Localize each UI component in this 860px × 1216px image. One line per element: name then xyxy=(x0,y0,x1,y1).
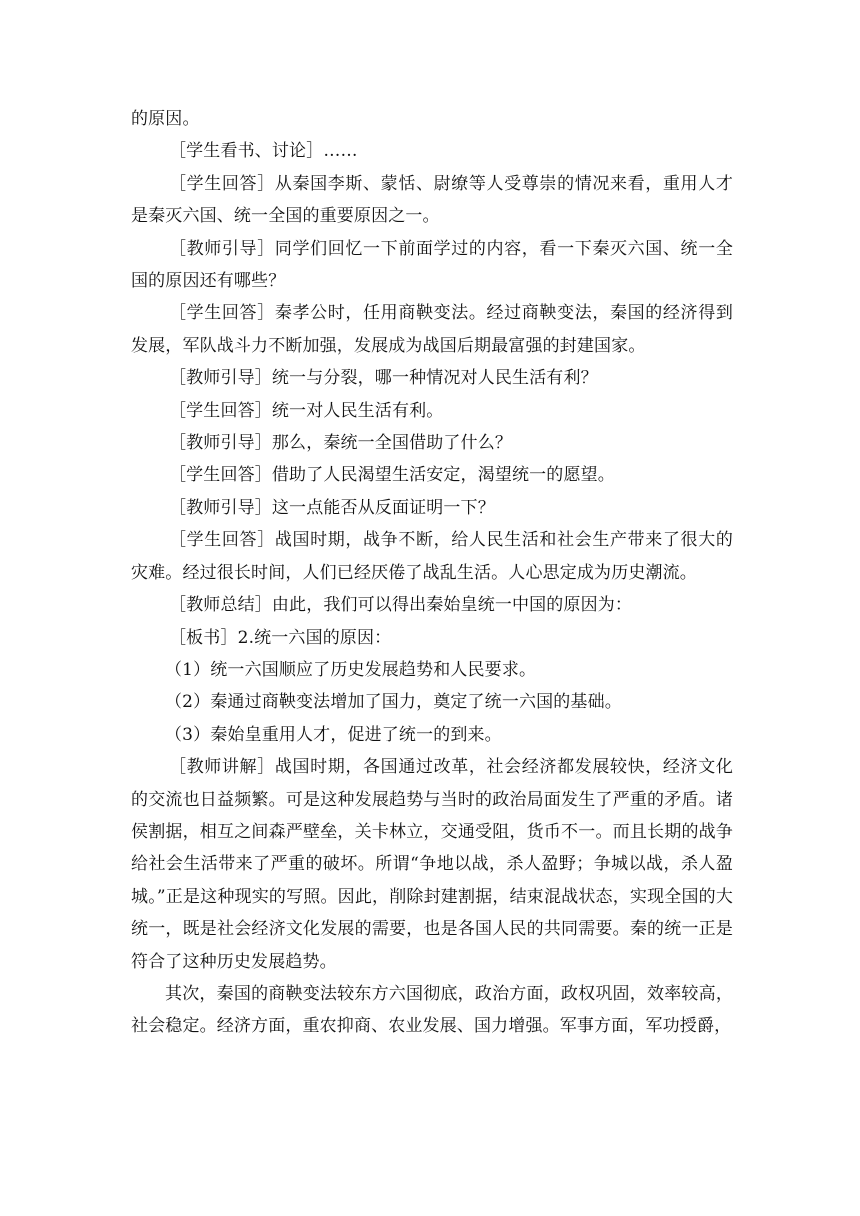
paragraph-teacher-guide-means: ［教师引导］那么，秦统一全国借助了什么？ xyxy=(169,433,512,454)
document-body xyxy=(131,103,733,1043)
paragraph-student-reading: ［学生看书、讨论］…… xyxy=(169,141,358,162)
list-item-reason-1: （1）统一六国顺应了历史发展趋势和人民要求。 xyxy=(165,659,537,680)
paragraph-teacher-guide-reverse: ［教师引导］这一点能否从反面证明一下？ xyxy=(169,497,495,518)
list-item-reason-3: （3）秦始皇重用人才，促进了统一的到来。 xyxy=(165,724,502,745)
paragraph-teacher-explanation: ［教师讲解］战国时期，各国通过改革，社会经济都发展较快，经济文化的交流也日益频繁。可是这种发展趋势与当时的政治局面发生了严重的矛盾。诸侯割据，相互之间森严壁垒，关卡林立，交通受阻，货币不一。而且长期的战争给社会生活带来了严重的破坏。所谓“争地以战，杀人盈野；争城以战，杀人盈城。”正是这种现实的写照。因此，削除封建割据，结束混战状态，实现全国的大统一，既是社会经济文化发展的需要，也是各国人民的共同需要。秦的统一正是符合了这种历史发展趋势。 xyxy=(131,757,733,972)
paragraph-student-answer-talent: ［学生回答］从秦国李斯、蒙恬、尉缭等人受尊崇的情况来看，重用人才是秦灭六国、统一全国的重要原因之一。 xyxy=(131,173,733,227)
paragraph-teacher-summary: ［教师总结］由此，我们可以得出秦始皇统一中国的原因为： xyxy=(169,595,633,616)
paragraph-student-answer-unity: ［学生回答］统一对人民生活有利。 xyxy=(169,400,444,421)
paragraph-student-answer-desire: ［学生回答］借助了人民渴望生活安定，渴望统一的愿望。 xyxy=(169,465,615,486)
paragraph-board-heading: ［板书］2.统一六国的原因： xyxy=(169,627,392,648)
list-item-reason-2: （2）秦通过商鞅变法增加了国力，奠定了统一六国的基础。 xyxy=(165,692,622,713)
paragraph-student-answer-war: ［学生回答］战国时期，战争不断，给人民生活和社会生产带来了很大的灾难。经过很长时间，人们已经厌倦了战乱生活。人心思定成为历史潮流。 xyxy=(131,530,733,583)
paragraph-teacher-guide-unity: ［教师引导］统一与分裂，哪一种情况对人民生活有利？ xyxy=(169,368,598,389)
paragraph-secondly: 其次，秦国的商鞅变法较东方六国彻底，政治方面，政权巩固，效率较高，社会稳定。经济方面，重农抑商、农业发展、国力增强。军事方面，军功授爵， xyxy=(131,983,733,1037)
paragraph-teacher-guide-recall: ［教师引导］同学们回忆一下前面学过的内容，看一下秦灭六国、统一全国的原因还有哪些？ xyxy=(131,238,733,292)
paragraph-continuation: 的原因。 xyxy=(131,109,200,129)
paragraph-student-answer-reform: ［学生回答］秦孝公时，任用商鞅变法。经过商鞅变法，秦国的经济得到发展，军队战斗力不断加强，发展成为战国后期最富强的封建国家。 xyxy=(131,303,733,356)
